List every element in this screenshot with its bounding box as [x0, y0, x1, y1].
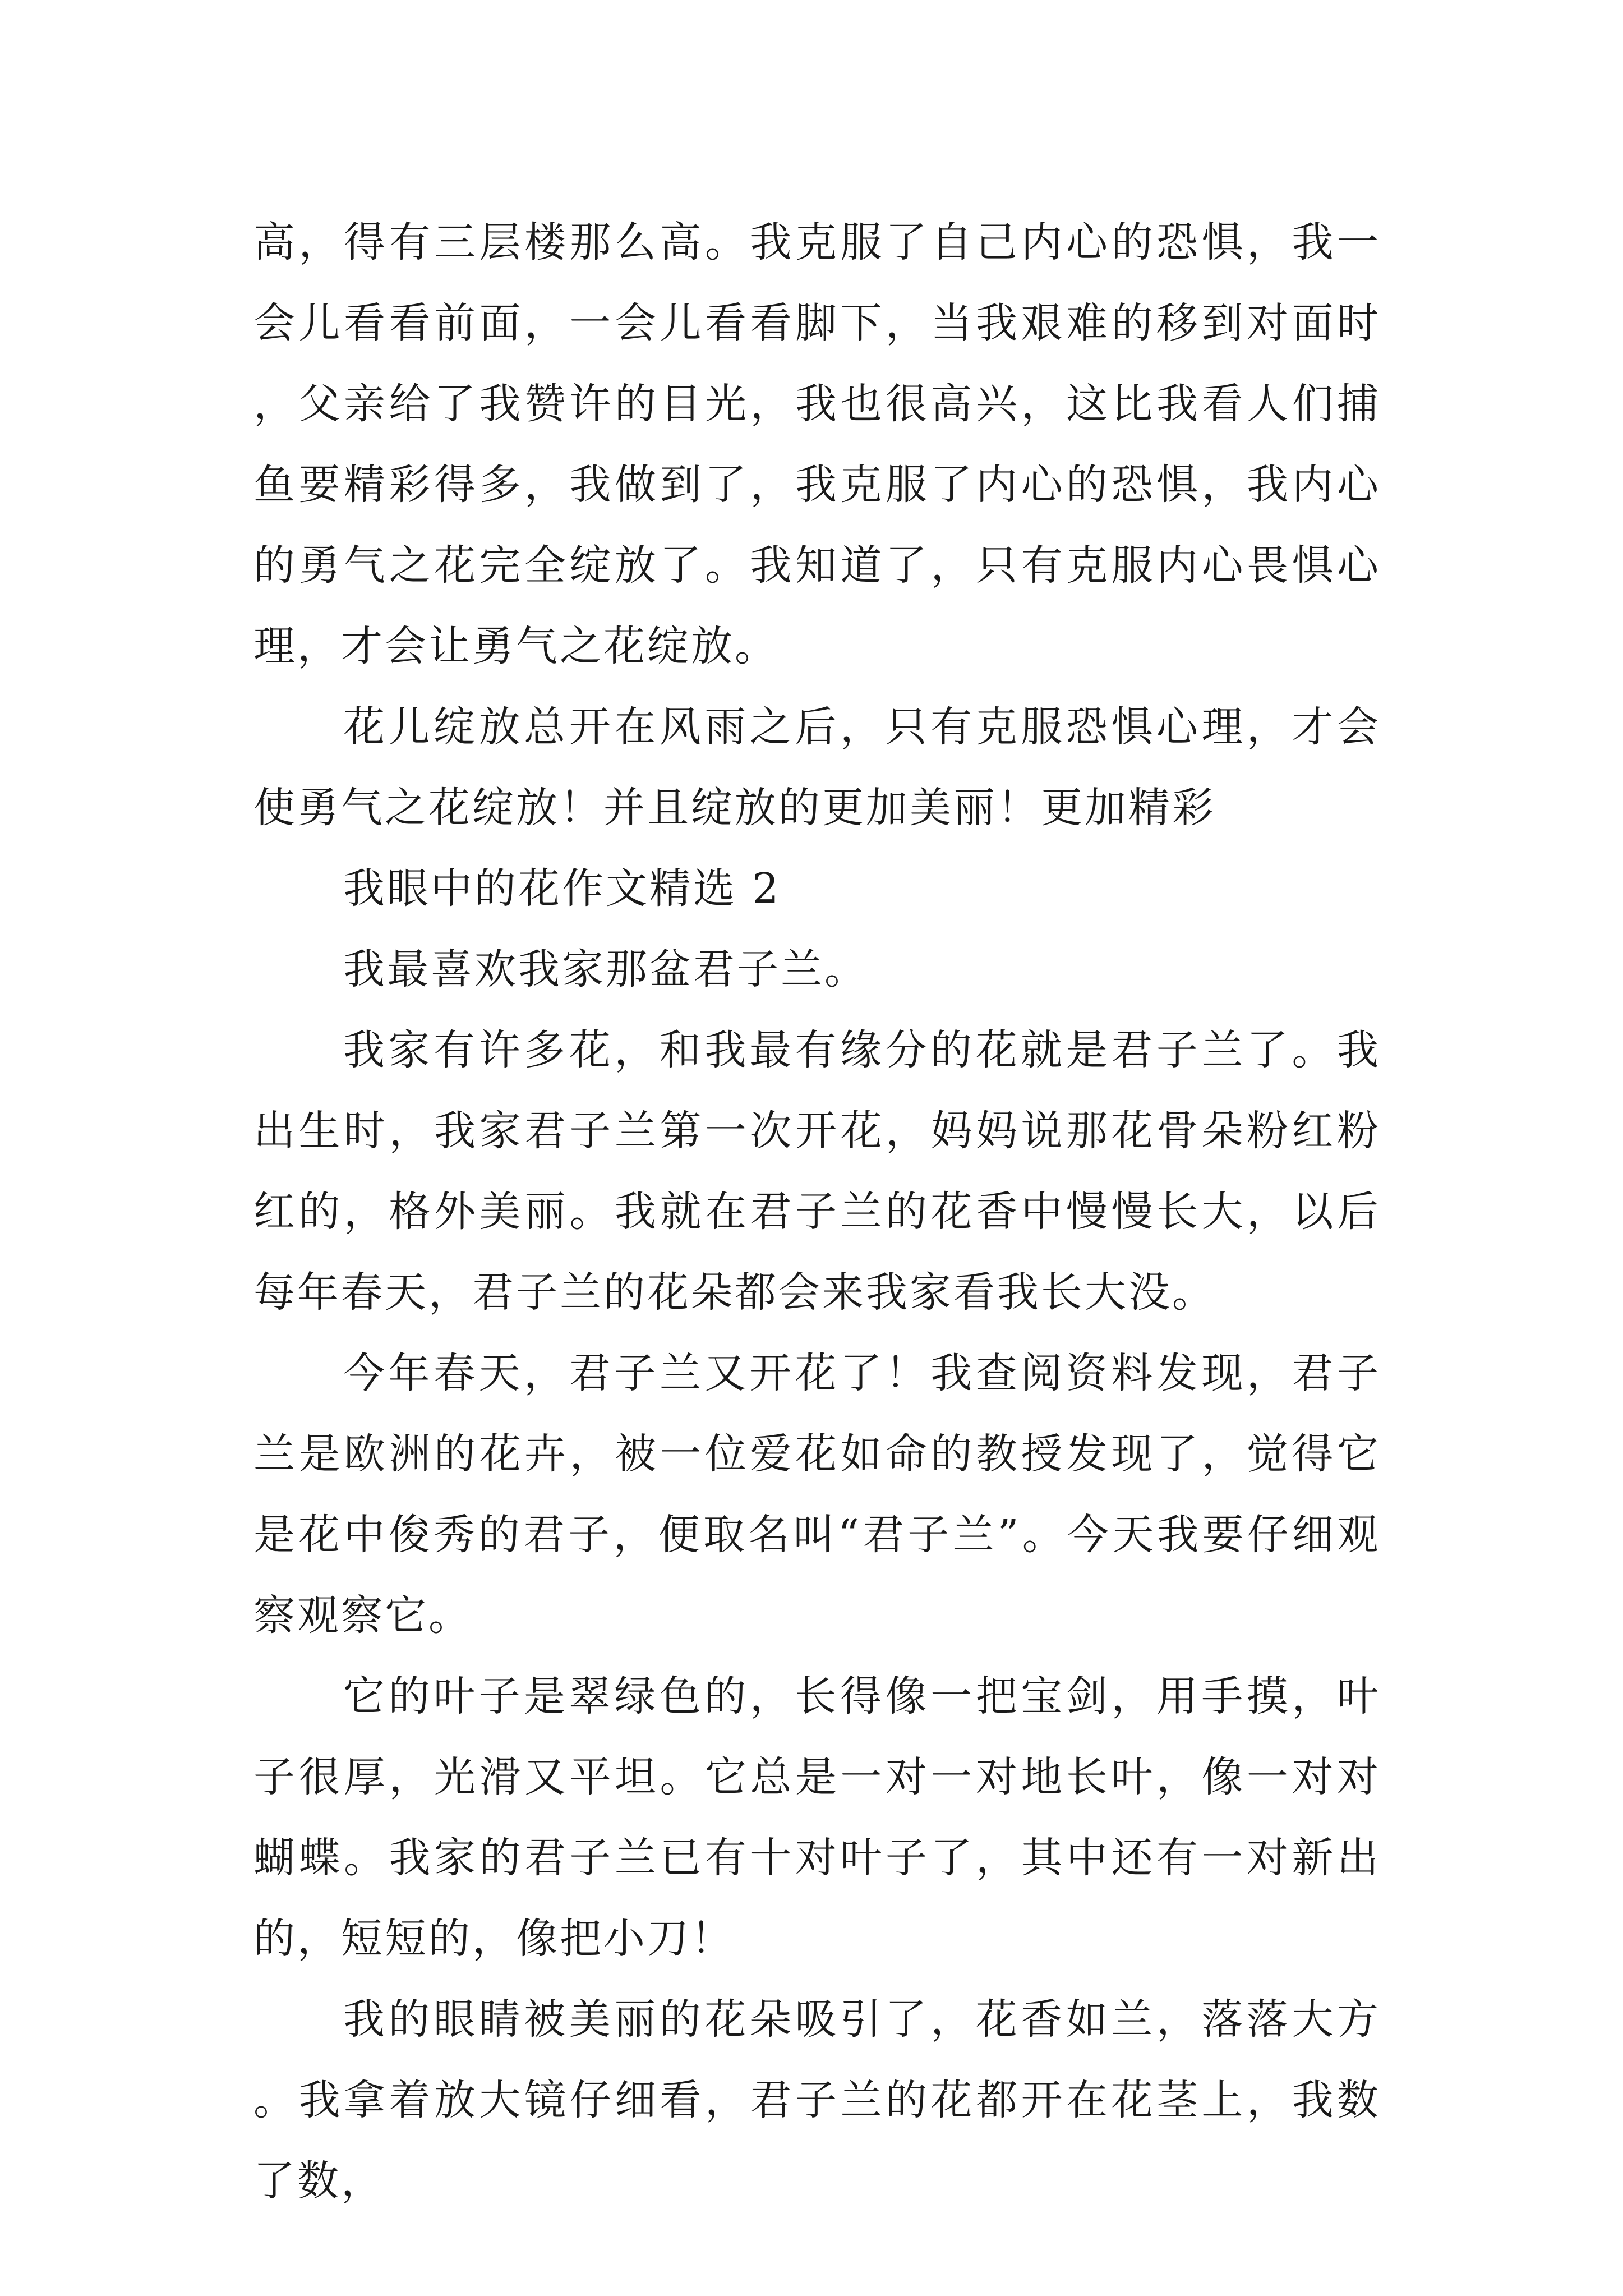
paragraph-6: 它的叶子是翠绿色的，长得像一把宝剑，用手摸，叶子很厚，光滑又平坦。它总是一对一对地长叶，像一对对蝴蝶。我家的君子兰已有十对叶子了，其中还有一对新出的，短短的，像把小刀！ [253, 1672, 1381, 1963]
paragraph-4: 我家有许多花，和我最有缘分的花就是君子兰了。我出生时，我家君子兰第一次开花，妈妈说那花骨朵粉红粉红的，格外美丽。我就在君子兰的花香中慢慢长大，以后每年春天，君子兰的花朵都会来我家看我长大没。 [253, 1026, 1381, 1317]
paragraph-3: 我最喜欢我家那盆君子兰。 [343, 945, 868, 993]
document-body [253, 202, 1381, 2221]
essay-heading: 我眼中的花作文精选 2 [343, 864, 781, 913]
paragraph-5: 今年春天，君子兰又开花了！我查阅资料发现，君子兰是欧洲的花卉，被一位爱花如命的教授发现了，觉得它是花中俊秀的君子，便取名叫“君子兰”。今天我要仔细观察观察它。 [253, 1349, 1381, 1640]
paragraph-2: 花儿绽放总开在风雨之后，只有克服恐惧心理，才会使勇气之花绽放！并且绽放的更加美丽！更加精彩 [253, 703, 1381, 832]
paragraph-1: 高，得有三层楼那么高。我克服了自己内心的恐惧，我一会儿看看前面，一会儿看看脚下，当我艰难的移到对面时，父亲给了我赞许的目光，我也很高兴，这比我看人们捕鱼要精彩得多，我做到了，我克服了内心的恐惧，我内心的勇气之花完全绽放了。我知道了，只有克服内心畏惧心理，才会让勇气之花绽放。 [253, 218, 1381, 670]
paragraph-7: 我的眼睛被美丽的花朵吸引了，花香如兰，落落大方。我拿着放大镜仔细看，君子兰的花都开在花茎上，我数了数， [253, 1995, 1381, 2205]
